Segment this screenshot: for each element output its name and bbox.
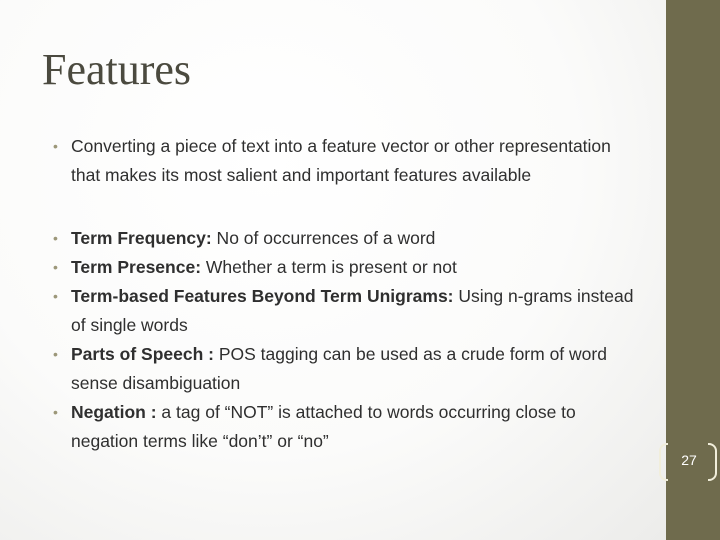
bullet-item xyxy=(50,398,640,456)
bullet-text-body: No of occurrences of a word xyxy=(211,228,436,248)
bullet-text xyxy=(71,253,640,282)
bullet-item xyxy=(50,253,640,282)
page-number-badge xyxy=(659,443,719,477)
bullet-item xyxy=(50,224,640,253)
bullet-icon: • xyxy=(53,259,58,275)
bullet-text xyxy=(71,340,640,398)
bullet-text-body: Using n-grams instead of single words xyxy=(71,286,634,335)
bullet-list xyxy=(50,132,640,456)
bullet-text xyxy=(71,132,640,190)
page-number: 27 xyxy=(681,452,697,468)
bullet-text-body: a tag of “NOT” is attached to words occurring close to negation terms like “don’t” or “no” xyxy=(71,402,576,451)
bracket-left-icon xyxy=(659,443,668,481)
bullet-icon: • xyxy=(53,346,58,362)
bullet-icon: • xyxy=(53,404,58,420)
bullet-term: Term Frequency: xyxy=(71,228,212,248)
bullet-term: Term-based Features Beyond Term Unigrams: xyxy=(71,286,454,306)
bullet-term: Term Presence: xyxy=(71,257,202,277)
bullet-text-body: Whether a term is present or not xyxy=(201,257,457,277)
bullet-text-body: POS tagging can be used as a crude form of word sense disambiguation xyxy=(71,344,607,393)
bullet-item xyxy=(50,132,640,190)
bullet-text xyxy=(71,282,640,340)
bullet-icon: • xyxy=(53,230,58,246)
bullet-icon: • xyxy=(53,288,58,304)
bullet-text xyxy=(71,224,640,253)
bullet-text-body: Converting a piece of text into a feature vector or other representation that makes its most salient and important features available xyxy=(71,136,611,185)
bullet-term: Parts of Speech : xyxy=(71,344,214,364)
bullet-icon: • xyxy=(53,138,58,154)
slide-title: Features xyxy=(42,45,192,94)
bullet-item xyxy=(50,340,640,398)
bullet-item xyxy=(50,282,640,340)
bullet-text xyxy=(71,398,640,456)
bullet-term: Negation : xyxy=(71,402,157,422)
bracket-right-icon xyxy=(708,443,717,481)
